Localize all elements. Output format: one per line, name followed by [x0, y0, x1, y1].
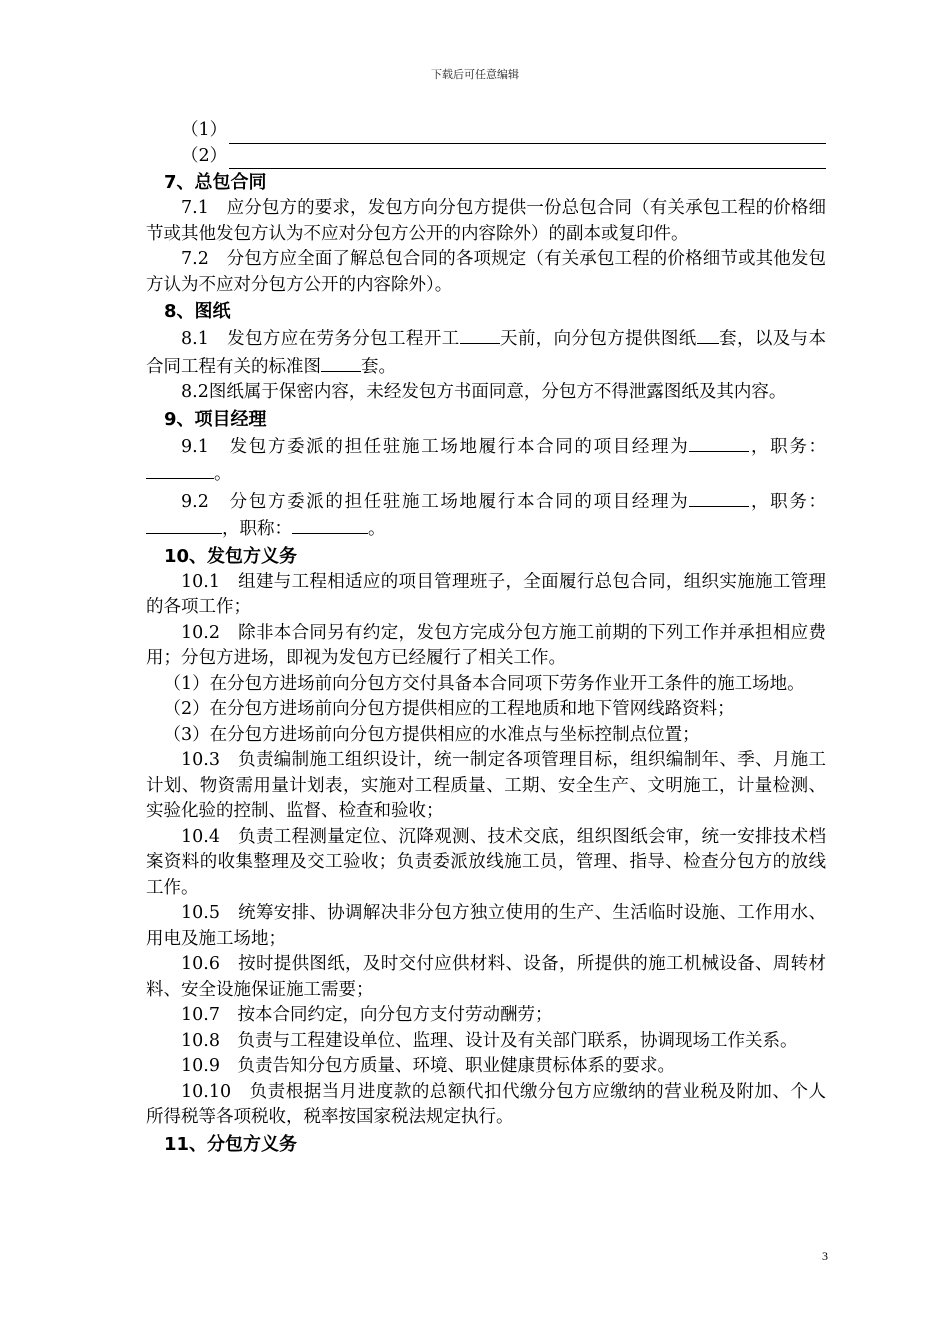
clause-8-1-part-c: 套，以及与本合同工程有关的标准图	[146, 329, 827, 377]
clause-10-2-item-2: （2）在分包方进场前向分包方提供相应的工程地质和地下管网线路资料；	[163, 699, 735, 719]
clause-10-2-item-1: （1）在分包方进场前向分包方交付具备本合同项下劳务作业开工条件的施工场地。	[163, 673, 805, 694]
contractor-pm-name-blank	[689, 433, 749, 452]
section-7-title: 7、总包合同	[164, 172, 267, 193]
clause-9-2-part-b: ，职务：	[749, 491, 826, 512]
blank-line-2	[146, 144, 826, 170]
clause-10-6: 10.6 按时提供图纸，及时交付应供材料、设备，所提供的施工机械设备、周转材料、安全设施保证施工需要；	[146, 954, 826, 1000]
drawing-sets-blank	[697, 325, 719, 344]
page-number: 3	[822, 1249, 828, 1263]
blank-fill-2	[229, 149, 826, 169]
drawing-days-blank	[460, 325, 500, 344]
section-8-title: 8、图纸	[164, 301, 231, 322]
clause-9-2	[146, 488, 826, 543]
clause-10-5: 10.5 统筹安排、协调解决非分包方独立使用的生产、生活临时设施、工作用水、用电及施工场地；	[146, 903, 826, 949]
clause-10-4: 10.4 负责工程测量定位、沉降观测、技术交底，组织图纸会审，统一安排技术档案资料的收集整理及交工验收；负责委派放线施工员，管理、指导、检查分包方的放线工作。	[146, 826, 826, 898]
sub-pm-title-blank	[292, 515, 368, 534]
sub-pm-name-blank	[689, 488, 749, 507]
clause-9-1	[146, 433, 826, 488]
section-9-title: 9、项目经理	[164, 408, 267, 430]
clause-8-1-part-b: 天前，向分包方提供图纸	[499, 329, 697, 349]
document-body	[146, 118, 826, 1158]
clause-10-2: 10.2 除非本合同另有约定，发包方完成分包方施工前期的下列工作并承担相应费用；分包方进场，即视为发包方已经履行了相关工作。	[146, 622, 826, 668]
clause-10-2-item-3: （3）在分包方进场前向分包方提供相应的水准点与坐标控制点位置；	[163, 724, 700, 745]
blank-line-2-label: （2）	[181, 145, 228, 166]
clause-10-3: 10.3 负责编制施工组织设计，统一制定各项管理目标，组织编制年、季、月施工计划、物资需用量计划表，实施对工程质量、工期、安全生产、文明施工，计量检测、实验化验的控制、监督、检查和验收；	[146, 750, 826, 821]
section-10-title: 10、发包方义务	[164, 545, 298, 567]
blank-fill-1	[229, 124, 826, 144]
clause-10-9: 10.9 负责告知分包方质量、环境、职业健康贯标体系的要求。	[181, 1056, 675, 1076]
blank-line-1	[146, 118, 826, 144]
clause-9-2-part-d: 。	[368, 519, 386, 539]
clause-7-2: 7.2 分包方应全面了解总包合同的各项规定（有关承包工程的价格细节或其他发包方认为不应对分包方公开的内容除外）。	[146, 249, 826, 295]
page-header: 下载后可任意编辑	[431, 68, 519, 81]
clause-9-1-part-a: 9.1 发包方委派的担任驻施工场地履行本合同的项目经理为	[181, 436, 690, 457]
clause-10-8: 10.8 负责与工程建设单位、监理、设计及有关部门联系，协调现场工作关系。	[181, 1030, 798, 1051]
clause-10-7: 10.7 按本合同约定，向分包方支付劳动酬劳；	[181, 1005, 553, 1025]
standard-drawing-sets-blank	[321, 353, 361, 372]
clause-8-1	[146, 325, 826, 380]
blank-line-1-label: （1）	[181, 120, 228, 140]
clause-7-1: 7.1 应分包方的要求，发包方向分包方提供一份总包合同（有关承包工程的价格细节或其他发包方认为不应对分包方公开的内容除外）的副本或复印件。	[146, 198, 826, 244]
clause-9-2-part-a: 9.2 分包方委派的担任驻施工场地履行本合同的项目经理为	[181, 491, 690, 512]
contractor-pm-position-blank	[146, 460, 214, 479]
clause-9-1-part-b: ，职务：	[749, 436, 826, 457]
clause-8-2: 8.2图纸属于保密内容，未经发包方书面同意，分包方不得泄露图纸及其内容。	[181, 382, 787, 402]
clause-10-1: 10.1 组建与工程相适应的项目管理班子，全面履行总包合同，组织实施施工管理的各项工作；	[146, 571, 826, 617]
clause-8-1-part-a: 8.1 发包方应在劳务分包工程开工	[181, 329, 460, 349]
sub-pm-position-blank	[146, 515, 222, 534]
clause-9-1-part-c: 。	[214, 464, 232, 484]
clause-9-2-part-c: ，职称：	[222, 519, 292, 539]
clause-10-10: 10.10 负责根据当月进度款的总额代扣代缴分包方应缴纳的营业税及附加、个人所得税等各项税收，税率按国家税法规定执行。	[146, 1081, 826, 1127]
clause-8-1-part-d: 套。	[361, 356, 396, 377]
section-11-title: 11、分包方义务	[164, 1133, 298, 1155]
